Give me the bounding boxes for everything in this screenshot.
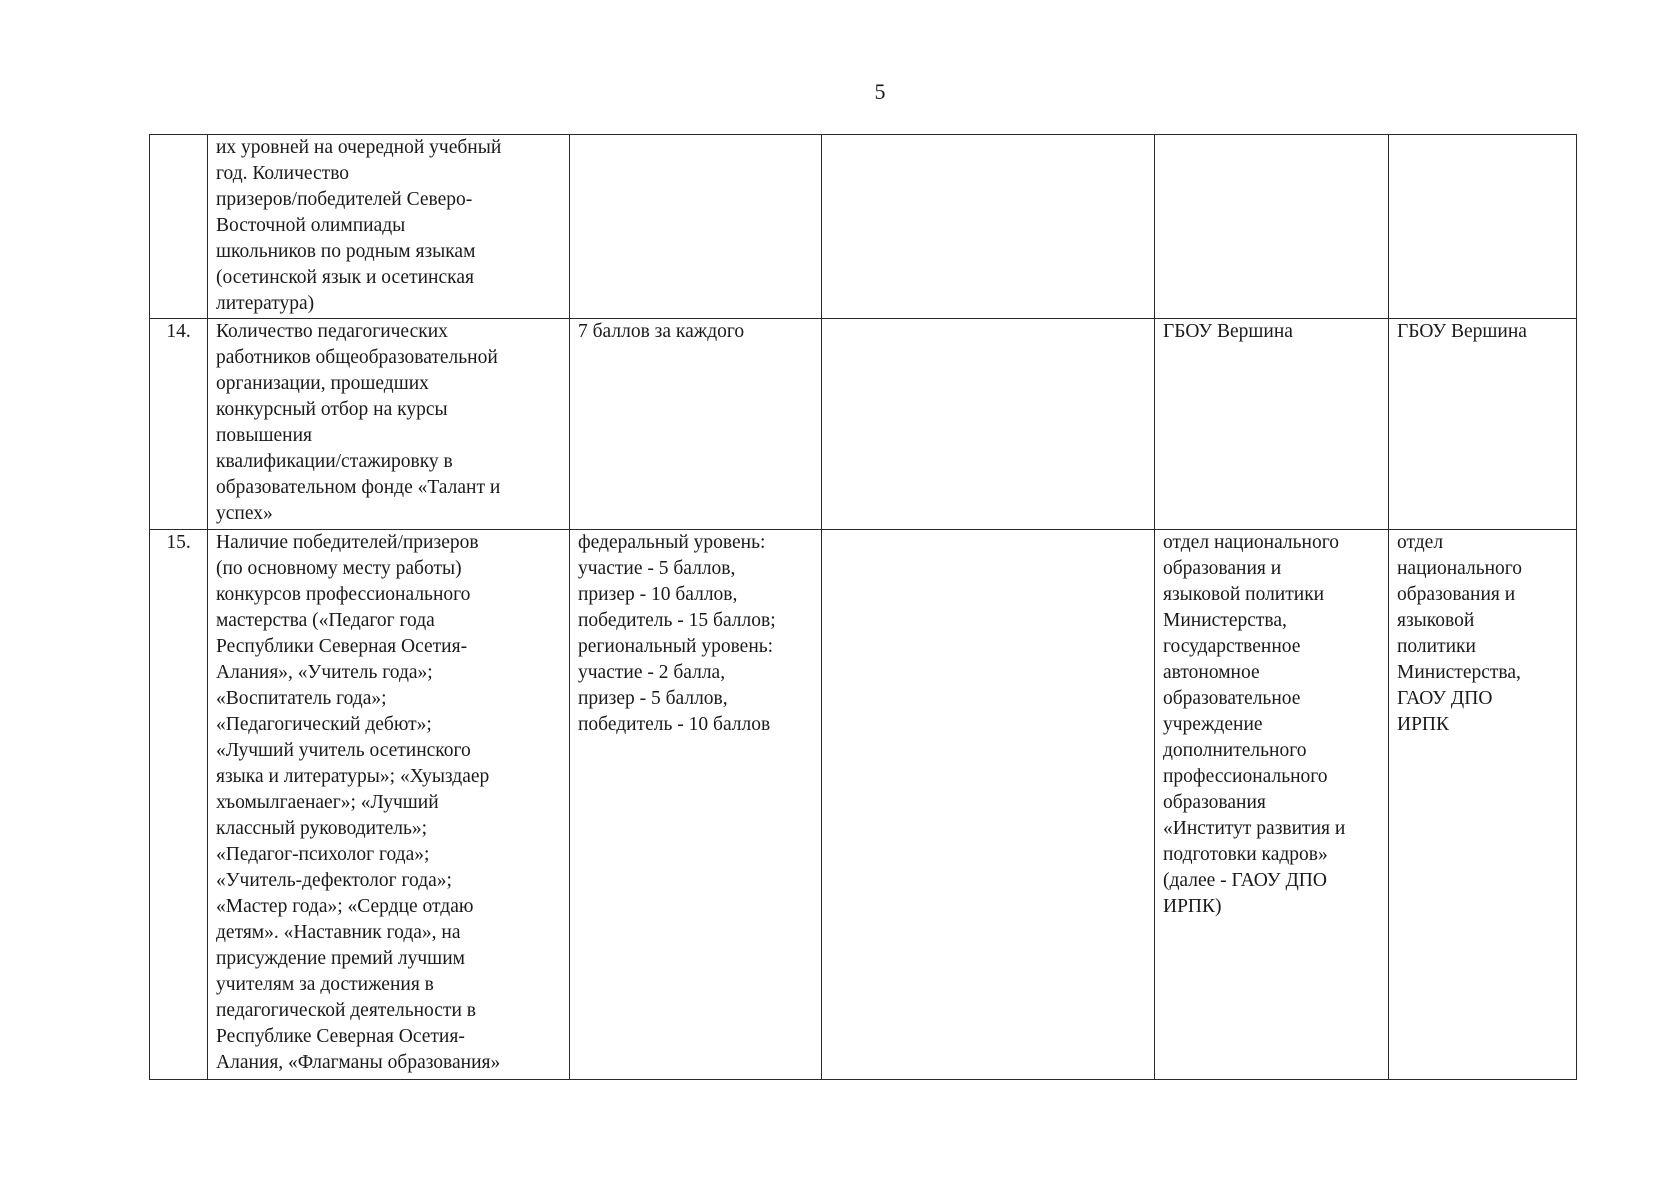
indicator-cell: Количество педагогических работников общеобразовательной организации, прошедших конкурсный отбор на курсы повышения квалификации/стажировку в образовательном фонде «Талант и успех»	[208, 319, 570, 530]
source-cell	[1389, 135, 1577, 319]
row-number-cell: 14.	[150, 319, 208, 530]
table-row	[150, 135, 1577, 319]
criteria-table	[149, 134, 1577, 1080]
table-row	[150, 319, 1577, 530]
source-cell: ГБОУ Вершина	[1389, 319, 1577, 530]
empty-cell	[822, 530, 1155, 1080]
responsible-cell: ГБОУ Вершина	[1155, 319, 1389, 530]
responsible-cell: отдел национального образования и языковой политики Министерства, государственное автономное образовательное учреждение дополнительного профессионального образования «Институт развития и подготовки кадров» (далее - ГАОУ ДПО ИРПК)	[1155, 530, 1389, 1080]
empty-cell	[822, 319, 1155, 530]
points-cell	[570, 135, 822, 319]
page-number: 5	[874, 79, 886, 104]
empty-cell	[822, 135, 1155, 319]
indicator-cell: Наличие победителей/призеров (по основному месту работы) конкурсов профессионального мастерства («Педагог года Республики Северная Осетия- Алания», «Учитель года»; «Воспитатель года»; «Педагогический дебют»; «Лучший учитель осетинского языка и литературы»; «Хуыздаер хъомылгаенаег»; «Лучший классный руководитель»; «Педагог-психолог года»; «Учитель-дефектолог года»; «Мастер года»; «Сердце отдаю детям». «Наставник года», на присуждение премий лучшим учителям за достижения в педагогической деятельности в Республике Северная Осетия- Алания, «Флагманы образования»	[208, 530, 570, 1080]
source-cell: отдел национального образования и языковой политики Министерства, ГАОУ ДПО ИРПК	[1389, 530, 1577, 1080]
responsible-cell	[1155, 135, 1389, 319]
table-row	[150, 530, 1577, 1080]
points-cell: 7 баллов за каждого	[570, 319, 822, 530]
points-cell: федеральный уровень: участие - 5 баллов, призер - 10 баллов, победитель - 15 баллов; региональный уровень: участие - 2 балла, призер - 5 баллов, победитель - 10 баллов	[570, 530, 822, 1080]
row-number-cell: 15.	[150, 530, 208, 1080]
indicator-cell: их уровней на очередной учебный год. Количество призеров/победителей Северо- Восточной олимпиады школьников по родным языкам (осетинской язык и осетинская литература)	[208, 135, 570, 319]
row-number-cell	[150, 135, 208, 319]
